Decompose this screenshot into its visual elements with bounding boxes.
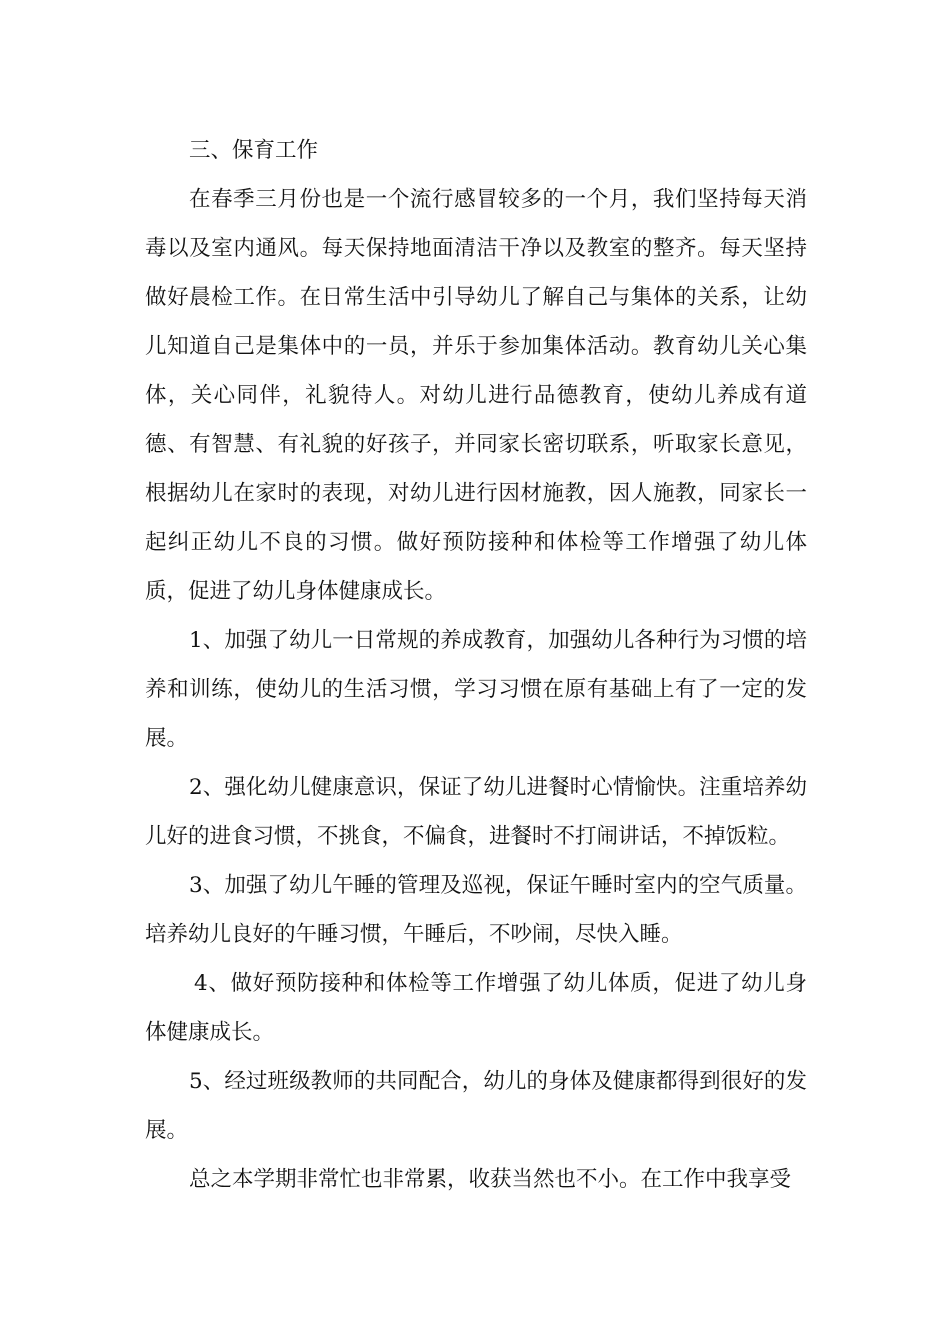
document-page bbox=[145, 126, 807, 1204]
paragraph-conclusion: 总之本学期非常忙也非常累，收获当然也不小。在工作中我享受 bbox=[189, 1167, 792, 1192]
list-item-3: 3、加强了幼儿午睡的管理及巡视，保证午睡时室内的空气质量。培养幼儿良好的午睡习惯，午睡后，不吵闹，尽快入睡。 bbox=[145, 873, 807, 947]
list-item-1: 1、加强了幼儿一日常规的养成教育，加强幼儿各种行为习惯的培养和训练，使幼儿的生活习惯，学习习惯在原有基础上有了一定的发展。 bbox=[145, 628, 807, 751]
paragraph-intro: 在春季三月份也是一个流行感冒较多的一个月，我们坚持每天消毒以及室内通风。每天保持地面清洁干净以及教室的整齐。每天坚持做好晨检工作。在日常生活中引导幼儿了解自己与集体的关系，让幼儿知道自己是集体中的一员，并乐于参加集体活动。教育幼儿关心集体，关心同伴，礼貌待人。对幼儿进行品德教育，使幼儿养成有道德、有智慧、有礼貌的好孩子，并同家长密切联系，听取家长意见，根据幼儿在家时的表现，对幼儿进行因材施教，因人施教，同家长一起纠正幼儿不良的习惯。做好预防接种和体检等工作增强了幼儿体质，促进了幼儿身体健康成长。 bbox=[145, 187, 807, 604]
list-item-2: 2、强化幼儿健康意识，保证了幼儿进餐时心情愉快。注重培养幼儿好的进食习惯，不挑食，不偏食，进餐时不打闹讲话，不掉饭粒。 bbox=[145, 775, 807, 849]
list-item-4: 4、做好预防接种和体检等工作增强了幼儿体质，促进了幼儿身体健康成长。 bbox=[145, 971, 807, 1045]
section-heading: 三、保育工作 bbox=[189, 138, 319, 163]
list-item-5: 5、经过班级教师的共同配合，幼儿的身体及健康都得到很好的发展。 bbox=[145, 1069, 807, 1143]
